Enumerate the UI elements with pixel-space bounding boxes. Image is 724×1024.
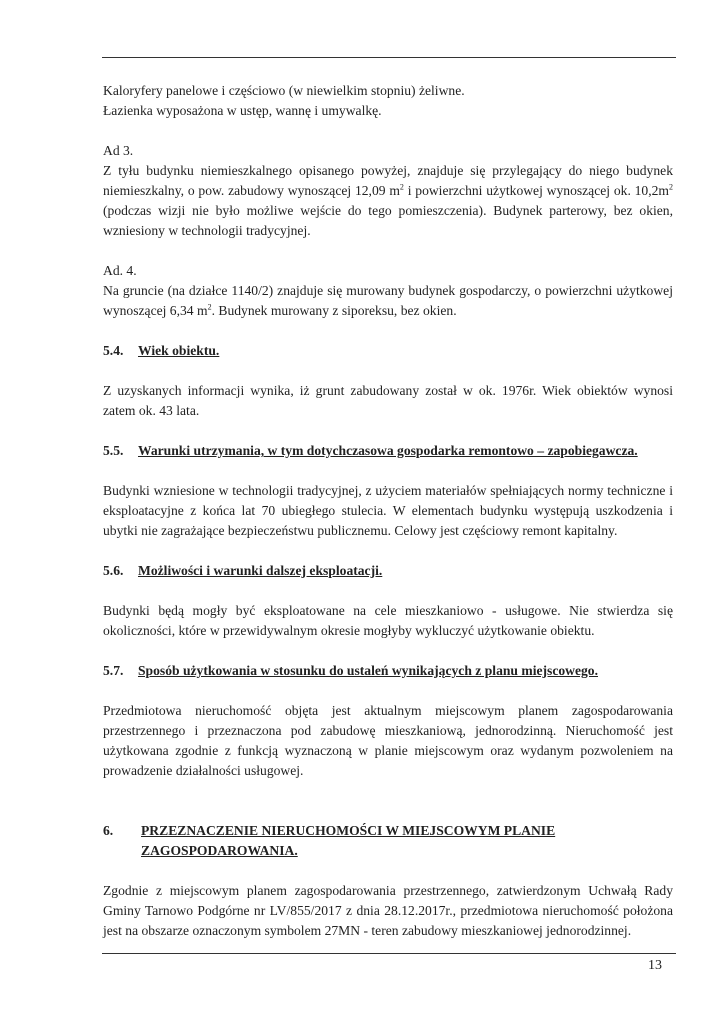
section-heading-5-7: 5.7. Sposób użytkowania w stosunku do ustaleń wynikających z planu miejscowego. xyxy=(103,663,599,678)
ad4-label: Ad. 4. xyxy=(103,263,137,278)
ad4-paragraph: Na gruncie (na działce 1140/2) znajduje się murowany budynek gospodarczy, o powierzchni użytkowej wynoszącej 6,34 $m^2$. Budynek murowany z siporeksu, bez okien. xyxy=(103,283,673,318)
section-heading-5-6: 5.6. Możliwości i warunki dalszej eksploatacji. xyxy=(103,563,383,578)
section-5-5-text: Budynki wzniesione w technologii tradycyjnej, z użyciem materiałów spełniających normy techniczne i eksploatacyjne z końca lat 70 ubiegłego stulecia. W elementach budynku występują uszkodzenia i ubytki nie zagrażające bezpieczeństwu publicznemu. Celowy jest częściowy remont kapitalny. xyxy=(103,483,673,538)
section-heading-5-5: 5.5. Warunki utrzymania, w tym dotychczasowa gospodarka remontowo – zapobiegawcza. xyxy=(103,443,638,458)
section-5-7-text: Przedmiotowa nieruchomość objęta jest aktualnym miejscowym planem zagospodarowania przestrzennego i przeznaczona pod zabudowę mieszkaniową, jednorodzinną. Nieruchomość jest użytkowana zgodnie z funkcją wyznaczoną w planie miejscowym oraz wydanym pozwoleniem na prowadzenie działalności usługowej. xyxy=(103,703,673,778)
paragraph-radiators: Kaloryfery panelowe i częściowo (w niewielkim stopniu) żeliwne. xyxy=(103,83,465,98)
page-number: 13 xyxy=(648,958,662,973)
paragraph-bathroom: Łazienka wyposażona w ustęp, wannę i umywalkę. xyxy=(103,103,382,118)
ad3-label: Ad 3. xyxy=(103,143,134,158)
section-5-6-text: Budynki będą mogły być eksploatowane na cele mieszkaniowo - usługowe. Nie stwierdza się okoliczności, które w przewidywalnym okresie mogłyby wykluczyć użytkowanie obiektu. xyxy=(103,603,673,638)
section-heading-6: 6. PRZEZNACZENIE NIERUCHOMOŚCI W MIEJSCOWYM PLANIE ZAGOSPODAROWANIA. xyxy=(103,823,556,858)
ad3-paragraph: Z tyłu budynku niemieszkalnego opisanego powyżej, znajduje się przylegający do niego budynek niemieszkalny, o pow. zabudowy wynoszącej 12,09 $m^2$ i powierzchni użytkowej wynoszącej ok. $10,2m^2$ (podczas wizji nie było możliwe wejście do tego pomieszczenia). Budynek parterowy, bez okien, wzniesiony w technologii tradycyjnej. xyxy=(103,163,673,238)
section-heading-5-4: 5.4. Wiek obiektu. xyxy=(103,343,220,358)
document-body xyxy=(103,81,673,941)
section-6-text: Zgodnie z miejscowym planem zagospodarowania przestrzennego, zatwierdzonym Uchwałą Rady Gminy Tarnowo Podgórne nr LV/855/2017 z dnia 28.12.2017r., przedmiotowa nieruchomość położona jest na obszarze oznaczonym symbolem 27MN - teren zabudowy mieszkaniowej jednorodzinnej. xyxy=(103,883,673,938)
header-rule xyxy=(102,57,676,58)
section-5-4-text: Z uzyskanych informacji wynika, iż grunt zabudowany został w ok. 1976r. Wiek obiektów wynosi zatem ok. 43 lata. xyxy=(103,383,673,418)
footer-rule xyxy=(102,953,676,954)
